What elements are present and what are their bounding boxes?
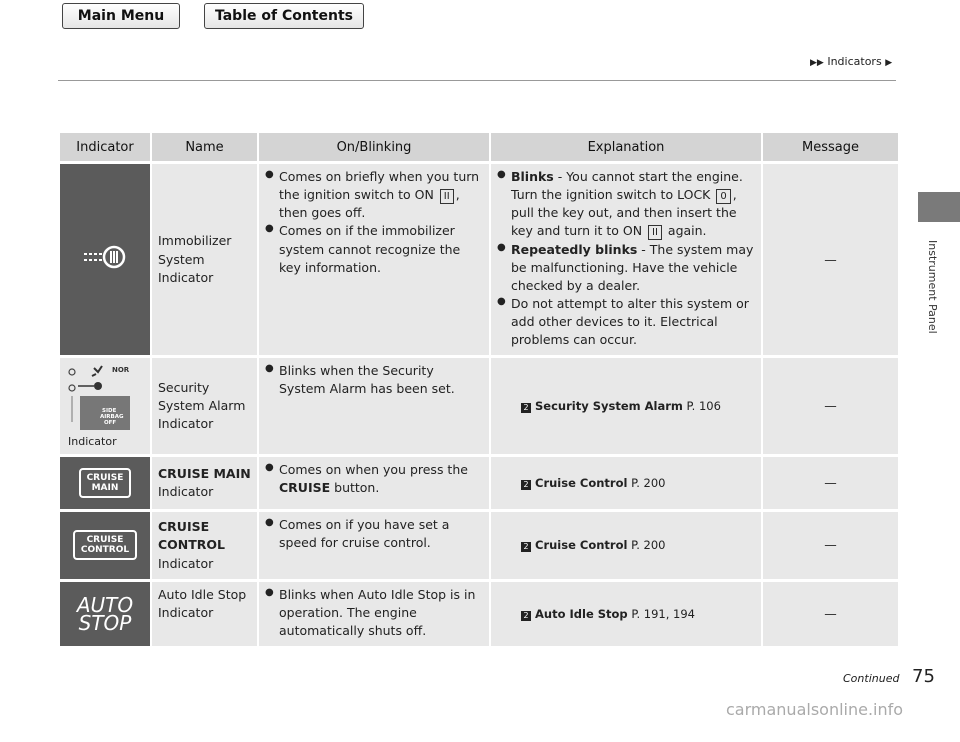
list-item: ● Blinks when Auto Idle Stop is in operation. The engine automatically shuts off.: [265, 586, 483, 640]
breadcrumb-link[interactable]: Indicators: [827, 55, 882, 68]
security-message: —: [763, 358, 898, 454]
reference-link[interactable]: 2 Cruise Control P. 200: [521, 476, 666, 490]
auto-stop-explanation: [491, 582, 761, 646]
arrow-icon: 2: [521, 480, 531, 490]
header-rule: [58, 80, 896, 81]
table-of-contents-button[interactable]: Table of Contents: [204, 3, 364, 29]
name-line: System: [158, 251, 205, 267]
list-item: ● Comes on if you have set a speed for cruise control.: [265, 516, 483, 552]
triangle-icon: ▶: [885, 58, 893, 68]
cruise-control-icon: CRUISE CONTROL: [60, 512, 150, 578]
footer-watermark: carmanualsonline.info: [726, 700, 904, 719]
table-row: [60, 164, 898, 355]
security-alarm-icon: [60, 358, 150, 454]
table-row: [60, 457, 898, 509]
list-item: ● Comes on briefly when you turn the ignition switch to ON II , then goes off.: [265, 168, 483, 222]
table-row: [60, 582, 898, 646]
arrow-icon: 2: [521, 542, 531, 552]
airbag-label: AIRBAG: [100, 414, 124, 421]
main-menu-button[interactable]: Main Menu: [62, 3, 180, 29]
table-row: [60, 512, 898, 578]
section-tab: [918, 192, 960, 222]
list-item: ● Repeatedly blinks - The system may be malfunctioning. Have the vehicle checked by a dealer.: [497, 241, 755, 295]
section-label: Instrument Panel: [926, 240, 939, 334]
name-line: Indicator: [158, 269, 214, 285]
arrow-icon: 2: [521, 403, 531, 413]
ignition-key-symbol: II: [648, 225, 662, 240]
immobilizer-icon: [60, 164, 150, 355]
page-number: 75: [912, 666, 935, 687]
security-explanation: [491, 358, 761, 454]
cruise-main-icon: CRUISE MAIN: [60, 457, 150, 509]
cruise-main-message: —: [763, 457, 898, 509]
cruise-control-on: [259, 512, 489, 578]
arrow-icon: 2: [521, 611, 531, 621]
auto-stop-message: —: [763, 582, 898, 646]
indicator-caption: Indicator: [68, 435, 117, 449]
header-message: Message: [763, 133, 898, 161]
cruise-control-message: —: [763, 512, 898, 578]
immobilizer-on: [259, 164, 489, 355]
reference-link[interactable]: 2 Security System Alarm P. 106: [521, 399, 721, 413]
cruise-control-name: CRUISE CONTROL Indicator: [152, 512, 257, 578]
indicator-table: [58, 130, 900, 649]
list-item: ● Blinks - You cannot start the engine. Turn the ignition switch to LOCK 0 , pull the key out, and then insert the key and turn it to ON II again.: [497, 168, 755, 241]
immobilizer-explanation: [491, 164, 761, 355]
header-indicator: Indicator: [60, 133, 150, 161]
cruise-main-name: CRUISE MAIN Indicator: [152, 457, 257, 509]
immobilizer-name: [152, 164, 257, 355]
breadcrumb: [810, 55, 892, 68]
lock-key-symbol: 0: [716, 189, 730, 204]
list-item: ● Comes on if the immobilizer system cannot recognize the key information.: [265, 222, 483, 276]
cruise-main-explanation: [491, 457, 761, 509]
ignition-key-symbol: II: [440, 189, 454, 204]
table-header-row: [60, 133, 898, 161]
auto-stop-name: Auto Idle Stop Indicator: [152, 582, 257, 646]
list-item: ● Comes on when you press the CRUISE button.: [265, 461, 483, 497]
security-on: [259, 358, 489, 454]
off-label: OFF: [104, 420, 117, 427]
immobilizer-message: —: [763, 164, 898, 355]
nor-label: NOR: [112, 366, 130, 375]
auto-stop-on: [259, 582, 489, 646]
cruise-main-on: [259, 457, 489, 509]
cruise-control-explanation: [491, 512, 761, 578]
list-item: ● Do not attempt to alter this system or add other devices to it. Electrical problems can occur.: [497, 295, 755, 349]
security-name: Security System Alarm Indicator: [152, 358, 257, 454]
header-on-blinking: On/Blinking: [259, 133, 489, 161]
table-row: [60, 358, 898, 454]
name-line: Immobilizer: [158, 233, 232, 249]
auto-stop-icon: AUTO STOP: [60, 582, 150, 646]
reference-link[interactable]: 2 Cruise Control P. 200: [521, 538, 666, 552]
header-name: Name: [152, 133, 257, 161]
triangle-icon: ▶▶: [810, 58, 824, 68]
list-item: ● Blinks when the Security System Alarm has been set.: [265, 362, 483, 398]
reference-link[interactable]: 2 Auto Idle Stop P. 191, 194: [521, 607, 695, 621]
continued-label: Continued: [843, 672, 900, 685]
side-label: SIDE: [102, 408, 117, 415]
header-explanation: Explanation: [491, 133, 761, 161]
